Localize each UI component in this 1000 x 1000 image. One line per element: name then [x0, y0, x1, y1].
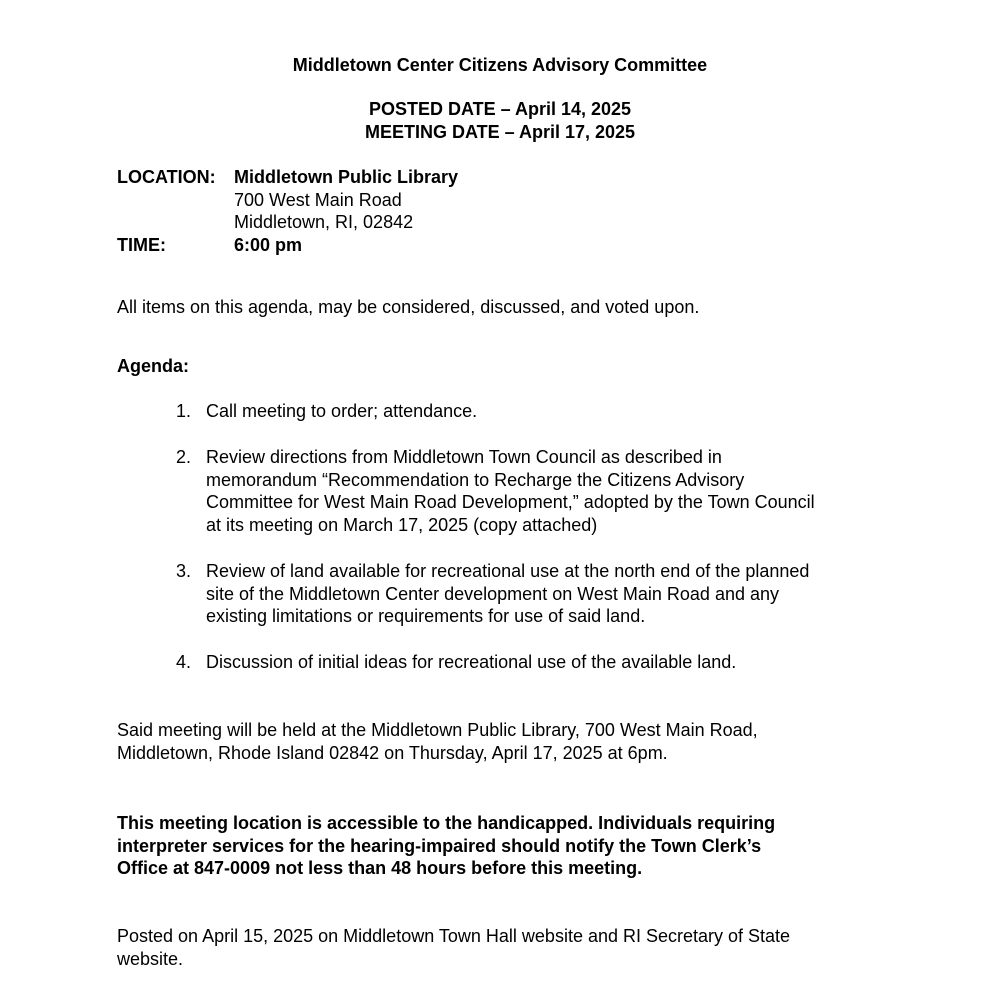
- time-row: [117, 234, 917, 257]
- agenda-item-text: Review of land available for recreational use at the north end of the planned site of the Middletown Center development on West Main Road and any existing limitations or requirements for use of said land.: [206, 561, 810, 626]
- location-time-block: [117, 166, 917, 256]
- agenda-item: [176, 560, 896, 628]
- location-label: LOCATION:: [117, 167, 216, 187]
- agenda-item-number: 3.: [176, 561, 192, 581]
- agenda-heading: Agenda:: [117, 356, 189, 376]
- agenda-item-text: Discussion of initial ideas for recreational use of the available land.: [206, 652, 737, 672]
- agenda-note: All items on this agenda, may be considered, discussed, and voted upon.: [117, 297, 700, 317]
- accessibility-notice: This meeting location is accessible to the handicapped. Individuals requiring interpreter services for the hearing-impaired should notify the Town Clerk’s Office at 847-0009 not less than 48 hours before this meeting.: [117, 813, 776, 878]
- address-line1-row: [117, 189, 917, 212]
- address-line2-row: [117, 211, 917, 234]
- meeting-statement: Said meeting will be held at the Middletown Public Library, 700 West Main Road, Middletown, Rhode Island 02842 on Thursday, April 17, 2025 at 6pm.: [117, 720, 758, 763]
- location-row: [117, 166, 917, 189]
- dates-block: [0, 98, 1000, 143]
- address-line1: 700 West Main Road: [234, 189, 402, 210]
- agenda-item: [176, 446, 896, 536]
- agenda-item: [176, 651, 896, 674]
- agenda-item-text: Call meeting to order; attendance.: [206, 401, 478, 421]
- posted-date: POSTED DATE – April 14, 2025: [368, 99, 632, 119]
- agenda-item-number: 1.: [176, 401, 192, 421]
- time-value: 6:00 pm: [234, 234, 303, 255]
- time-label: TIME:: [117, 234, 166, 255]
- document-title: Middletown Center Citizens Advisory Committee: [292, 55, 708, 75]
- meeting-date: MEETING DATE – April 17, 2025: [364, 121, 636, 142]
- agenda-item: [176, 400, 896, 423]
- agenda-item-text: Review directions from Middletown Town Council as described in memorandum “Recommendation to Recharge the Citizens Advisory Committee for West Main Road Development,” adopted by the Town Council at its meeting on March 17, 2025 (copy attached): [206, 447, 815, 535]
- agenda-item-number: 2.: [176, 447, 192, 467]
- address-line2: Middletown, RI, 02842: [234, 212, 414, 232]
- posting-notice: Posted on April 15, 2025 on Middletown Town Hall website and RI Secretary of State website.: [117, 926, 791, 969]
- agenda-item-number: 4.: [176, 652, 192, 672]
- location-name: Middletown Public Library: [234, 167, 459, 187]
